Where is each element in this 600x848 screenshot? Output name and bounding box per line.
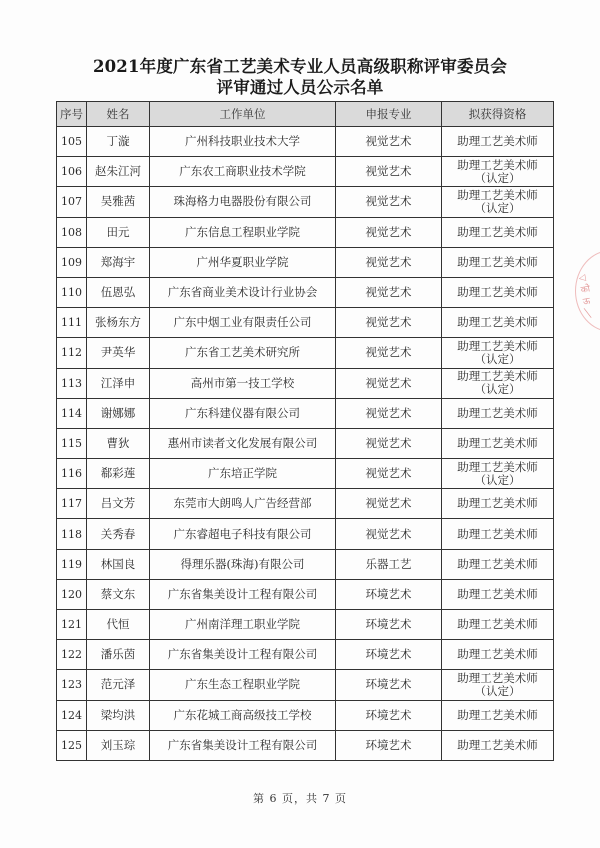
qualification-title: 助理工艺美术师 <box>457 737 538 752</box>
cell-work-unit: 广东睿超电子科技有限公司 <box>150 519 336 549</box>
cell-major: 视觉艺术 <box>336 368 442 398</box>
header-name: 姓名 <box>87 102 150 127</box>
qualification-title: 助理工艺美术师 <box>457 224 538 239</box>
qualification-note: （认定） <box>474 351 521 366</box>
cell-qualification <box>442 277 554 307</box>
cell-name: 吴雅茜 <box>87 187 150 217</box>
cell-major: 乐器工艺 <box>336 549 442 579</box>
table-row <box>57 610 554 640</box>
cell-work-unit: 广东生态工程职业学院 <box>150 670 336 700</box>
cell-name: 伍恩弘 <box>87 277 150 307</box>
qualification-note: （认定） <box>474 200 521 215</box>
table-row <box>57 670 554 700</box>
qualification-title: 助理工艺美术师 <box>457 315 538 330</box>
cell-name: 田元 <box>87 217 150 247</box>
cell-serial-no: 113 <box>57 368 87 398</box>
cell-name: 关秀春 <box>87 519 150 549</box>
document-title-line-1: 2021年度广东省工艺美术专业人员高级职称评审委员会 <box>92 57 508 76</box>
cell-serial-no: 122 <box>57 640 87 670</box>
qualification-title: 助理工艺美术师 <box>457 496 538 511</box>
cell-major: 视觉艺术 <box>336 157 442 187</box>
qualification-title: 助理工艺美术师 <box>457 338 538 353</box>
cell-serial-no: 120 <box>57 579 87 609</box>
header-serial-no: 序号 <box>57 102 87 127</box>
cell-work-unit: 广州南洋理工职业学院 <box>150 610 336 640</box>
cell-serial-no: 117 <box>57 489 87 519</box>
table-row <box>57 519 554 549</box>
cell-work-unit: 广州华夏职业学院 <box>150 247 336 277</box>
cell-work-unit: 广东省商业美术设计行业协会 <box>150 277 336 307</box>
cell-name: 代恒 <box>87 610 150 640</box>
cell-name: 江泽申 <box>87 368 150 398</box>
cell-major: 视觉艺术 <box>336 428 442 458</box>
cell-major: 视觉艺术 <box>336 338 442 368</box>
cell-serial-no: 106 <box>57 157 87 187</box>
cell-serial-no: 121 <box>57 610 87 640</box>
cell-major: 视觉艺术 <box>336 519 442 549</box>
qualification-title: 助理工艺美术师 <box>457 459 538 474</box>
cell-name: 曹狄 <box>87 428 150 458</box>
cell-name: 蔡文东 <box>87 579 150 609</box>
cell-qualification <box>442 428 554 458</box>
cell-serial-no: 105 <box>57 127 87 157</box>
cell-serial-no: 119 <box>57 549 87 579</box>
header-qualification: 拟获得资格 <box>442 102 554 127</box>
header-major: 申报专业 <box>336 102 442 127</box>
cell-major: 环境艺术 <box>336 700 442 730</box>
qualification-title: 助理工艺美术师 <box>457 707 538 722</box>
cell-major: 视觉艺术 <box>336 277 442 307</box>
table-row <box>57 308 554 338</box>
cell-major: 环境艺术 <box>336 730 442 760</box>
qualification-title: 助理工艺美术师 <box>457 157 538 172</box>
qualification-title: 助理工艺美术师 <box>457 647 538 662</box>
cell-major: 视觉艺术 <box>336 247 442 277</box>
cell-serial-no: 118 <box>57 519 87 549</box>
cell-major: 环境艺术 <box>336 579 442 609</box>
page-footer: 第 6 页，共 7 页 <box>253 792 347 805</box>
table-row <box>57 217 554 247</box>
cell-serial-no: 108 <box>57 217 87 247</box>
cell-major: 视觉艺术 <box>336 217 442 247</box>
cell-name: 吕文芳 <box>87 489 150 519</box>
cell-qualification <box>442 579 554 609</box>
cell-work-unit: 得理乐器(珠海)有限公司 <box>150 549 336 579</box>
cell-qualification <box>442 489 554 519</box>
cell-major: 环境艺术 <box>336 670 442 700</box>
table-row <box>57 640 554 670</box>
cell-major: 视觉艺术 <box>336 127 442 157</box>
cell-serial-no: 115 <box>57 428 87 458</box>
cell-serial-no: 124 <box>57 700 87 730</box>
header-work-unit: 工作单位 <box>150 102 336 127</box>
cell-major: 视觉艺术 <box>336 489 442 519</box>
cell-work-unit: 惠州市读者文化发展有限公司 <box>150 428 336 458</box>
cell-qualification <box>442 157 554 187</box>
cell-serial-no: 123 <box>57 670 87 700</box>
cell-serial-no: 111 <box>57 308 87 338</box>
cell-work-unit: 广东信息工程职业学院 <box>150 217 336 247</box>
cell-work-unit: 广东科建仪器有限公司 <box>150 398 336 428</box>
cell-work-unit: 东莞市大朗鸣人广告经营部 <box>150 489 336 519</box>
cell-name: 刘玉琮 <box>87 730 150 760</box>
qualification-title: 助理工艺美术师 <box>457 405 538 420</box>
cell-qualification <box>442 519 554 549</box>
cell-work-unit: 高州市第一技工学校 <box>150 368 336 398</box>
cell-serial-no: 109 <box>57 247 87 277</box>
cell-qualification <box>442 398 554 428</box>
cell-work-unit: 广东省集美设计工程有限公司 <box>150 640 336 670</box>
qualification-title: 助理工艺美术师 <box>457 285 538 300</box>
table-row <box>57 489 554 519</box>
table-row <box>57 368 554 398</box>
cell-serial-no: 114 <box>57 398 87 428</box>
cell-qualification <box>442 127 554 157</box>
cell-work-unit: 广州科技职业技术大学 <box>150 127 336 157</box>
cell-major: 视觉艺术 <box>336 459 442 489</box>
cell-qualification <box>442 610 554 640</box>
table-row <box>57 459 554 489</box>
cell-major: 环境艺术 <box>336 640 442 670</box>
table-header-row <box>57 102 554 127</box>
qualification-title: 助理工艺美术师 <box>457 586 538 601</box>
qualification-title: 助理工艺美术师 <box>457 670 538 685</box>
qualification-title: 助理工艺美术师 <box>457 526 538 541</box>
cell-major: 视觉艺术 <box>336 308 442 338</box>
qualification-title: 助理工艺美术师 <box>457 254 538 269</box>
cell-name: 丁漩 <box>87 127 150 157</box>
table-row <box>57 187 554 217</box>
cell-name: 郑海宇 <box>87 247 150 277</box>
cell-serial-no: 112 <box>57 338 87 368</box>
table-row <box>57 338 554 368</box>
table-row <box>57 700 554 730</box>
cell-work-unit: 珠海格力电器股份有限公司 <box>150 187 336 217</box>
seal-partial-text: ◁ कोे ऊ ╲ <box>578 272 592 320</box>
table-row <box>57 579 554 609</box>
cell-work-unit: 广东农工商职业技术学院 <box>150 157 336 187</box>
table-row <box>57 398 554 428</box>
cell-serial-no: 125 <box>57 730 87 760</box>
table-row <box>57 247 554 277</box>
cell-serial-no: 116 <box>57 459 87 489</box>
cell-serial-no: 107 <box>57 187 87 217</box>
cell-qualification <box>442 700 554 730</box>
document-title-line-2: 评审通过人员公示名单 <box>216 78 384 97</box>
cell-name: 尹英华 <box>87 338 150 368</box>
table-row <box>57 730 554 760</box>
table-row <box>57 157 554 187</box>
qualification-note: （认定） <box>474 170 521 185</box>
cell-name: 范元泽 <box>87 670 150 700</box>
qualification-note: （认定） <box>474 683 521 698</box>
cell-qualification <box>442 187 554 217</box>
cell-qualification <box>442 368 554 398</box>
cell-work-unit: 广东花城工商高级技工学校 <box>150 700 336 730</box>
cell-qualification <box>442 338 554 368</box>
qualification-note: （认定） <box>474 472 521 487</box>
cell-name: 林国良 <box>87 549 150 579</box>
cell-qualification <box>442 640 554 670</box>
cell-work-unit: 广东省集美设计工程有限公司 <box>150 579 336 609</box>
cell-major: 视觉艺术 <box>336 187 442 217</box>
qualification-title: 助理工艺美术师 <box>457 134 538 149</box>
table-row <box>57 127 554 157</box>
cell-qualification <box>442 549 554 579</box>
qualification-title: 助理工艺美术师 <box>457 187 538 202</box>
cell-qualification <box>442 247 554 277</box>
cell-work-unit: 广东省工艺美术研究所 <box>150 338 336 368</box>
qualification-title: 助理工艺美术师 <box>457 435 538 450</box>
cell-work-unit: 广东培正学院 <box>150 459 336 489</box>
table-row <box>57 277 554 307</box>
cell-work-unit: 广东中烟工业有限责任公司 <box>150 308 336 338</box>
cell-work-unit: 广东省集美设计工程有限公司 <box>150 730 336 760</box>
table-row <box>57 549 554 579</box>
qualification-title: 助理工艺美术师 <box>457 556 538 571</box>
qualification-title: 助理工艺美术师 <box>457 617 538 632</box>
cell-qualification <box>442 730 554 760</box>
cell-qualification <box>442 308 554 338</box>
cell-name: 潘乐茵 <box>87 640 150 670</box>
cell-name: 梁均洪 <box>87 700 150 730</box>
qualification-title: 助理工艺美术师 <box>457 369 538 384</box>
table-row <box>57 428 554 458</box>
cell-qualification <box>442 670 554 700</box>
cell-qualification <box>442 217 554 247</box>
cell-qualification <box>442 459 554 489</box>
roster-table <box>56 101 554 761</box>
cell-name: 赵朱江河 <box>87 157 150 187</box>
cell-major: 视觉艺术 <box>336 398 442 428</box>
cell-name: 郗彩莲 <box>87 459 150 489</box>
qualification-note: （认定） <box>474 382 521 397</box>
cell-name: 谢娜娜 <box>87 398 150 428</box>
cell-name: 张杨东方 <box>87 308 150 338</box>
cell-major: 环境艺术 <box>336 610 442 640</box>
cell-serial-no: 110 <box>57 277 87 307</box>
